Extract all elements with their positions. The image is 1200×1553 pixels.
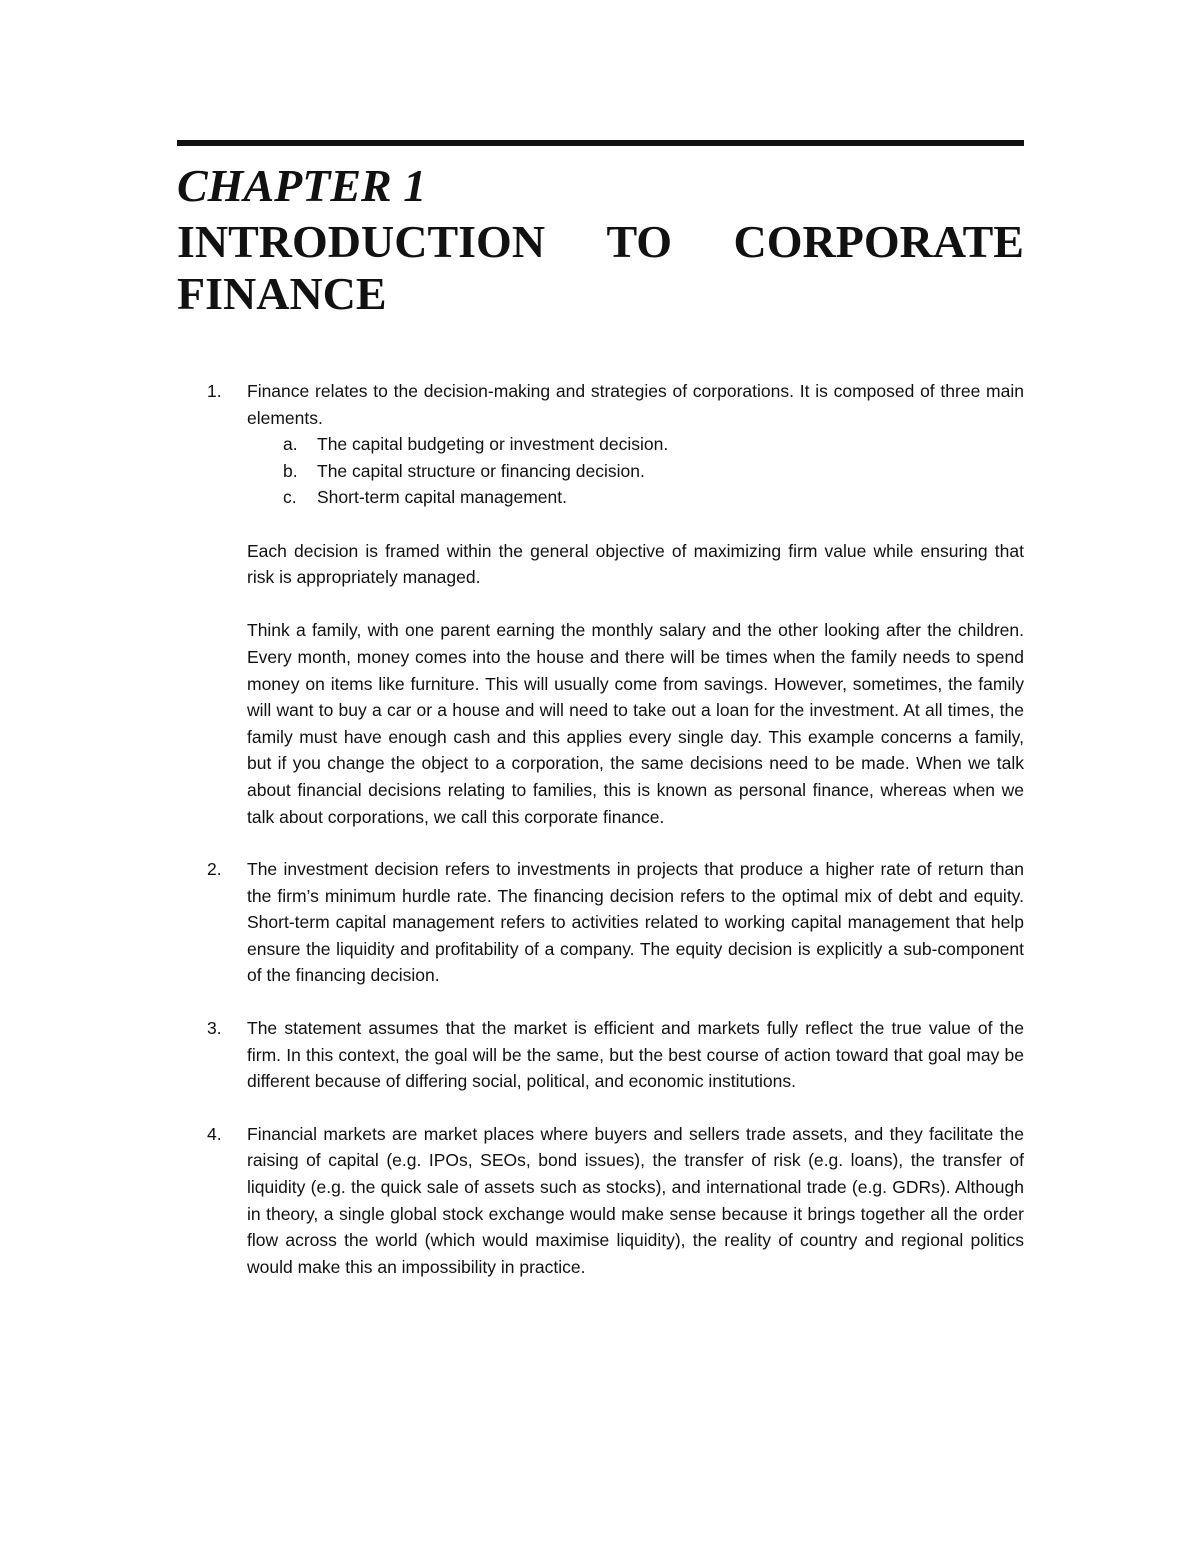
list-item-text: The statement assumes that the market is efficient and markets fully reflect the true value of the firm. In this context, the goal will be the same, but the best course of action toward that goal may be different because of differing social, political, and economic institutions. bbox=[247, 1018, 1024, 1092]
sub-list-item-text: The capital structure or financing decision. bbox=[317, 460, 645, 481]
chapter-title bbox=[177, 216, 1024, 320]
sub-list-item-letter: b. bbox=[283, 460, 298, 481]
list-item-text: Financial markets are market places where buyers and sellers trade assets, and they facilitate the raising of capital (e.g. IPOs, SEOs, bond issues), the transfer of risk (e.g. loans), the transfer of liquidity (e.g. the quick sale of assets such as stocks), and international trade (e.g. GDRs). Although in theory, a single global stock exchange would make sense because it brings together all the order flow across the world (which would maximise liquidity), the reality of country and regional politics would make this an impossibility in practice. bbox=[247, 1123, 1024, 1277]
sub-list bbox=[247, 431, 1024, 511]
list-item bbox=[177, 1121, 1024, 1281]
list-item-text: The investment decision refers to investments in projects that produce a higher rate of return than the firm’s minimum hurdle rate. The financing decision refers to the optimal mix of debt and equity. Short-term capital management refers to activities related to working capital management that help ensure the liquidity and profitability of a company. The equity decision is explicitly a sub-component of the financing decision. bbox=[247, 859, 1024, 986]
sub-list-item bbox=[247, 484, 1024, 511]
chapter-title-line-2: FINANCE bbox=[177, 268, 387, 319]
list-item-number: 3. bbox=[207, 1018, 222, 1039]
chapter-label: CHAPTER 1 bbox=[177, 160, 427, 211]
list-item-paragraph: Each decision is framed within the general objective of maximizing firm value while ensuring that risk is appropriately managed. bbox=[247, 540, 1024, 588]
list-item-paragraph: Think a family, with one parent earning the monthly salary and the other looking after the children. Every month, money comes into the house and there will be times when the family needs to spend money on items like furniture. This will usually come from savings. However, sometimes, the family will want to buy a car or a house and will need to take out a loan for the investment. At all times, the family must have enough cash and this applies every single day. This example concerns a family, but if you change the object to a corporation, the same decisions need to be made. When we talk about financial decisions relating to families, this is known as personal finance, whereas when we talk about corporations, we call this corporate finance. bbox=[247, 620, 1024, 827]
list-item bbox=[177, 1015, 1024, 1095]
chapter-title-line-1 bbox=[177, 216, 1024, 268]
sub-list-item-text: The capital budgeting or investment decision. bbox=[317, 434, 669, 455]
chapter-title-word: CORPORATE bbox=[733, 216, 1024, 267]
chapter-title-word: INTRODUCTION bbox=[177, 216, 546, 267]
numbered-list bbox=[177, 378, 1024, 1280]
list-item-number: 1. bbox=[207, 381, 222, 401]
list-item-number: 4. bbox=[207, 1123, 222, 1144]
sub-list-item bbox=[247, 458, 1024, 485]
sub-list-item bbox=[247, 431, 1024, 458]
list-item bbox=[177, 378, 1024, 830]
list-item bbox=[177, 856, 1024, 989]
sub-list-item-text: Short-term capital management. bbox=[317, 487, 567, 508]
header-rule bbox=[177, 140, 1024, 146]
sub-list-item-letter: c. bbox=[283, 487, 297, 508]
chapter-title-word: TO bbox=[606, 216, 673, 267]
list-item-number: 2. bbox=[207, 859, 222, 880]
sub-list-item-letter: a. bbox=[283, 434, 298, 455]
document-page bbox=[177, 140, 1024, 1280]
list-item-text: Finance relates to the decision-making and strategies of corporations. It is composed of three main elements. bbox=[247, 381, 1024, 428]
